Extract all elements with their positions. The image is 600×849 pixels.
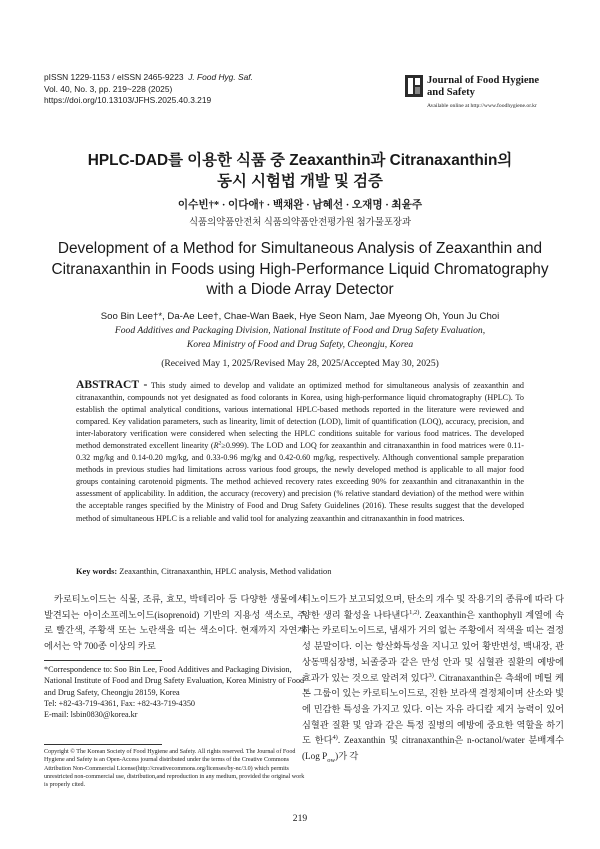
english-affiliation [0,324,600,352]
english-affiliation-line2: Korea Ministry of Food and Drug Safety, Cheongju, Korea [186,339,414,350]
abstract [76,379,524,525]
footnote-divider [44,660,162,661]
body-text-e: )가 각 [335,751,359,762]
correspondence-footnote [44,664,306,720]
journal-logo [405,74,565,112]
body-text-b: . Zeaxanthin은 xanthophyll 계열에 속하는 카로티노이드로, 냄새가 거의 없는 주황에서 적색을 띠는 결정성 분말이다. 이는 항산화특성을 지니고 있어 황반변성, 백내장, 관상동맥심장병, 뇌졸중과 같은 만성 안과 및 심혈관 질환의 예방에 효과가 있는 것으로 알려져 있다 [302,609,564,683]
contact-email[interactable]: E-mail: lsbin0830@korea.kr [44,710,138,720]
page-number: 219 [292,813,308,824]
english-title [0,239,600,301]
korean-title-line1: HPLC-DAD를 이용한 식품 중 Zeaxanthin과 Citranaxanthin의 [87,152,513,169]
copyright-notice: Copyright © The Korean Society of Food Hygiene and Safety. All rights reserved. The Journal of Food Hygiene and Safety is an Open-Access journal distributed under the terms of the Creative Commons Attribution Non-Commercial License(http://creativecommons.org/licenses/by-nc/3.0) which permits unrestricted non-commercial use, distribution,and reproduction in any medium, provided the original work is properly cited. [44,749,305,789]
english-title-line3: with a Diode Array Detector [206,281,394,299]
english-title-line1: Development of a Method for Simultaneous Analysis of Zeaxanthin and [57,240,543,257]
keywords-text: Zeaxanthin, Citranaxanthin, HPLC analysis, Method validation [117,567,332,576]
issn: pISSN 1229-1153 / eISSN 2465-9223 [44,72,184,82]
doi-link[interactable]: https://doi.org/10.13103/JFHS.2025.40.3.219 [44,95,212,106]
journal-title-line2: and Safety [427,87,475,98]
body-paragraph-continued [302,592,564,765]
korean-affiliation: 식품의약품안전처 식품의약품안전평가원 첨가물포장과 [188,218,412,228]
journal-url[interactable]: Available online at http://www.foodhygiene.or.kr [427,103,537,109]
subscript-ow: ow [327,756,336,764]
english-authors: Soo Bin Lee†*, Da-Ae Lee†, Chae-Wan Baek, Hye Seon Nam, Jae Myeong Oh, Youn Ju Choi [100,311,500,322]
citation: 4) [332,734,338,742]
korean-authors: 이수빈†* · 이다애† · 백채완 · 남혜선 · 오재명 · 최윤주 [177,200,423,211]
journal-meta [44,72,253,107]
abstract-text-2: ≥0.999). The LOD and LOQ for zeaxanthin and citranaxanthin in food matrices were 0.11-0.32 mg/kg and 0.14-0.20 mg/kg, and 0.33-0.96 mg/kg and 0.42-0.60 mg/kg, respectively. Although conventional sample preparation methods in previous studies had limitations across various food groups, the newly developed method is applicable to all major food groups containing carotenoid pigments. The method achieved recovery rates exceeding 90% for zeaxanthin and citranaxanthin in the assessment of applicability. In addition, the accuracy (recovery) and precision (% relative standard deviation) of the method were within the acceptable ranges specified by the Ministry of Food and Drug Safety Guidelines (2016). These results suggest that the developed method of simultaneous HPLC is a reliable and valid tool for analyzing zeaxanthin and citranaxanthin in food matrices. [76,441,524,523]
english-title-line2: Citranaxanthin in Foods using High-Performance Liquid Chromatography [51,260,549,278]
body-paragraph: 카로티노이드는 식물, 조류, 효모, 박테리아 등 다양한 생물에서 발견되는 아이소프레노이드(isoprenoid) 기반의 지용성 색소로, 주로 빨간색, 주황색 또는 노란색을 띠는 색소이다. 현재까지 자연계에서는 약 700종 이상의 카로 [44,594,306,652]
korean-title [0,150,600,192]
journal-logo-icon [405,75,423,97]
r-squared: R [213,441,219,451]
body-text-c: . Citranaxanthin은 측쇄에 메틸 케톤 그룹이 있는 카로티노이드로, 진한 보라색 결정체이며 산소와 빛에 민감한 특성을 가지고 있다. 이는 자유 라디칼 제거 능력이 있어 심혈관 질환 및 암과 같은 특정 질병의 예방에 중요한 역할을 하기도 한다 [302,672,564,746]
journal-abbrev: J. Food Hyg. Saf. [188,72,253,82]
journal-title-line1: Journal of Food Hygiene [427,75,540,86]
abstract-label: ABSTRACT - [76,378,148,391]
body-right-column [302,592,564,765]
abstract-text-1: This study aimed to develop and validate an optimized method for simultaneous analysis of zeaxanthin and citranaxanthin, compounds not yet designated as food colorants in Korea, using high-performance liquid chromatography (HPLC). To establish the optimal analytical conditions, various international HPLC-based methods reported in the literature were reviewed and compared. Key validation parameters, such as linearity, limit of detection (LOD), limit of quantification (LOQ), accuracy, precision, and inter-laboratory verification were considered when selecting the HPLC conditions suitable for various food matrices. The developed method demonstrated excellent linearity ( [76,381,524,451]
keywords-label: Key words: [76,567,118,576]
body-left-column [44,592,306,655]
correspondence-text: *Correspondence to: Soo Bin Lee, Food Additives and Packaging Division, National Institute of Food and Drug Safety Evaluation, Korea Ministry of Food and Drug Safety, Cheongju 28159, Korea [44,665,305,697]
english-affiliation-line1: Food Additives and Packaging Division, National Institute of Food and Drug Safety Evaluation, [114,325,486,336]
contact-phone: Tel: +82-43-719-4361, Fax: +82-43-719-4350 [44,698,196,708]
received-dates: (Received May 1, 2025/Revised May 28, 2025/Accepted May 30, 2025) [161,358,439,369]
korean-title-line2: 동시 시험법 개발 및 검증 [217,173,383,190]
citation: 1,2) [409,608,420,616]
copyright-divider [44,744,162,745]
volume-info: Vol. 40, No. 3, pp. 219~228 (2025) [44,83,173,94]
body-text-d: . Zeaxanthin 및 citranaxanthin은 n-octanol/water 분배계수(Log P [302,735,564,762]
r-squared-exponent: 2 [218,440,222,447]
citation: 3) [428,671,434,679]
keywords [76,567,524,576]
body-text-a: 티노이드가 보고되었으며, 탄소의 개수 및 작용기의 종류에 따라 다양한 생리 활성을 나타낸다 [302,594,564,620]
